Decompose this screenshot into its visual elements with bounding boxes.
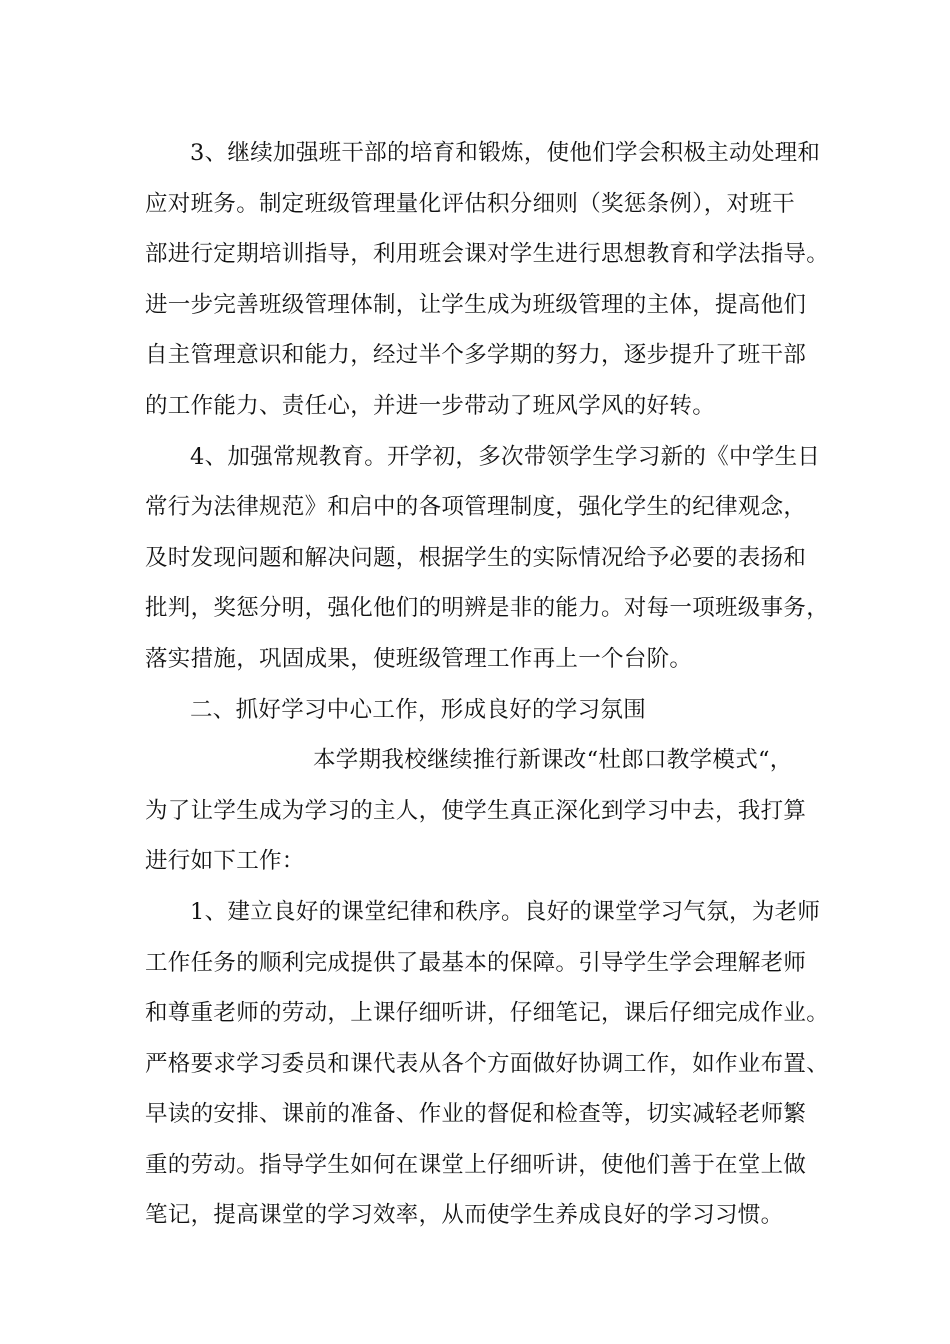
text-line: 批判，奖惩分明，强化他们的明辨是非的能力。对每一项班级事务， (145, 595, 830, 622)
document-body (145, 128, 830, 1241)
text-line: 4、加强常规教育。开学初，多次带领学生学习新的《中学生日 (190, 443, 821, 470)
section-heading (145, 685, 825, 736)
text-line: 笔记，提高课堂的学习效率，从而使学生养成良好的学习习惯。 (145, 1202, 784, 1229)
text-line: 常行为法律规范》和启中的各项管理制度，强化学生的纪律观念， (145, 494, 807, 521)
text-line: 二、抓好学习中心工作，形成良好的学习氛围 (190, 696, 647, 723)
text-line: 进行如下工作： (145, 848, 305, 875)
text-line: 自主管理意识和能力，经过半个多学期的努力，逐步提升了班干部 (145, 342, 807, 369)
text-line: 及时发现问题和解决问题，根据学生的实际情况给予必要的表扬和 (145, 544, 807, 571)
text-line: 进一步完善班级管理体制，让学生成为班级管理的主体，提高他们 (145, 291, 807, 318)
text-line: 早读的安排、课前的准备、作业的督促和检查等，切实减轻老师繁 (145, 1101, 807, 1128)
text-line: 本学期我校继续推行新课改“杜郎口教学模式“， (313, 747, 793, 774)
text-line: 落实措施，巩固成果，使班级管理工作再上一个台阶。 (145, 645, 693, 672)
text-line: 为了让学生成为学习的主人，使学生真正深化到学习中去，我打算 (145, 797, 807, 824)
text-line: 的工作能力、责任心，并进一步带动了班风学风的好转。 (145, 392, 716, 419)
text-line: 3、继续加强班干部的培育和锻炼，使他们学会积极主动处理和 (190, 140, 821, 166)
paragraph (145, 432, 830, 685)
paragraph (145, 887, 830, 1241)
text-line: 严格要求学习委员和课代表从各个方面做好协调工作，如作业布置、 (145, 1050, 830, 1077)
text-line: 部进行定期培训指导，利用班会课对学生进行思想教育和学法指导。 (145, 241, 830, 268)
text-line: 工作任务的顺利完成提供了最基本的保障。引导学生学会理解老师 (145, 949, 807, 976)
text-line: 重的劳动。指导学生如何在课堂上仔细听讲，使他们善于在堂上做 (145, 1151, 807, 1178)
text-line: 和尊重老师的劳动，上课仔细听讲，仔细笔记，课后仔细完成作业。 (145, 1000, 830, 1027)
text-line: 应对班务。制定班级管理量化评估积分细则（奖惩条例），对班干 (145, 190, 795, 217)
text-line: 1、建立良好的课堂纪律和秩序。良好的课堂学习气氛，为老师 (190, 898, 821, 925)
paragraph (145, 735, 825, 887)
paragraph (145, 128, 830, 432)
